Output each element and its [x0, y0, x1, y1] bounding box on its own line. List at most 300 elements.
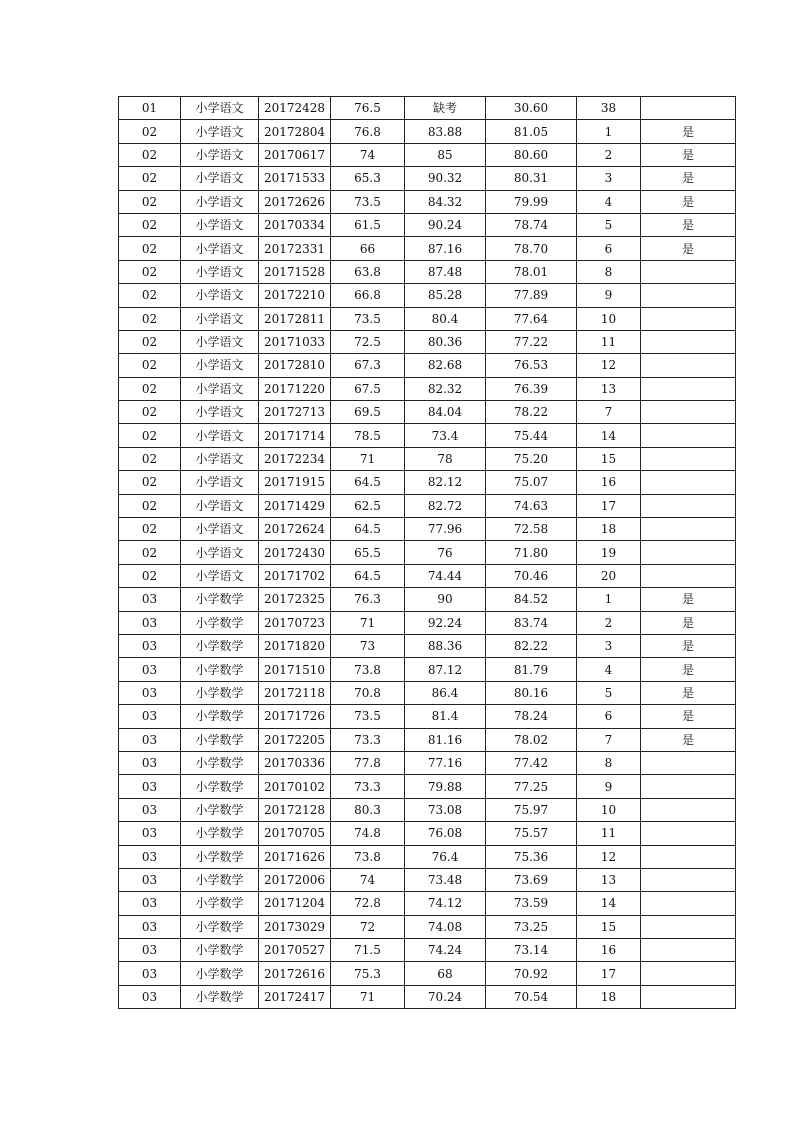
- shortlisted-cell: 是: [641, 237, 736, 260]
- subject-cell: 小学语文: [181, 284, 259, 307]
- written-score-cell: 76.3: [331, 588, 405, 611]
- subject-cell: 小学数学: [181, 611, 259, 634]
- rank-cell: 10: [577, 798, 641, 821]
- table-row: [119, 97, 736, 120]
- subject-cell: 小学语文: [181, 354, 259, 377]
- table-row: [119, 611, 736, 634]
- written-score-cell: 73.5: [331, 705, 405, 728]
- interview-score-cell: 87.48: [405, 260, 486, 283]
- rank-cell: 18: [577, 985, 641, 1008]
- shortlisted-cell: [641, 541, 736, 564]
- interview-score-cell: 77.96: [405, 518, 486, 541]
- exam-id-cell: 20172128: [259, 798, 331, 821]
- position-code-cell: 02: [119, 330, 181, 353]
- rank-cell: 1: [577, 588, 641, 611]
- position-code-cell: 02: [119, 471, 181, 494]
- exam-id-cell: 20172417: [259, 985, 331, 1008]
- total-score-cell: 80.31: [486, 167, 577, 190]
- shortlisted-cell: 是: [641, 190, 736, 213]
- table-row: [119, 167, 736, 190]
- subject-cell: 小学数学: [181, 868, 259, 891]
- table-row: [119, 120, 736, 143]
- subject-cell: 小学数学: [181, 634, 259, 657]
- position-code-cell: 03: [119, 868, 181, 891]
- total-score-cell: 77.22: [486, 330, 577, 353]
- exam-id-cell: 20172624: [259, 518, 331, 541]
- subject-cell: 小学数学: [181, 798, 259, 821]
- interview-score-cell: 78: [405, 447, 486, 470]
- written-score-cell: 73.8: [331, 845, 405, 868]
- subject-cell: 小学语文: [181, 97, 259, 120]
- position-code-cell: 03: [119, 634, 181, 657]
- total-score-cell: 73.14: [486, 939, 577, 962]
- written-score-cell: 75.3: [331, 962, 405, 985]
- table-row: [119, 845, 736, 868]
- total-score-cell: 75.07: [486, 471, 577, 494]
- written-score-cell: 66.8: [331, 284, 405, 307]
- interview-score-cell: 90: [405, 588, 486, 611]
- exam-id-cell: 20170336: [259, 751, 331, 774]
- rank-cell: 4: [577, 658, 641, 681]
- total-score-cell: 77.64: [486, 307, 577, 330]
- shortlisted-cell: [641, 518, 736, 541]
- rank-cell: 20: [577, 564, 641, 587]
- table-row: [119, 260, 736, 283]
- exam-id-cell: 20172430: [259, 541, 331, 564]
- total-score-cell: 81.05: [486, 120, 577, 143]
- written-score-cell: 64.5: [331, 564, 405, 587]
- table-row: [119, 798, 736, 821]
- exam-id-cell: 20170102: [259, 775, 331, 798]
- written-score-cell: 74: [331, 143, 405, 166]
- subject-cell: 小学语文: [181, 213, 259, 236]
- shortlisted-cell: [641, 892, 736, 915]
- shortlisted-cell: 是: [641, 728, 736, 751]
- interview-score-cell: 86.4: [405, 681, 486, 704]
- interview-score-cell: 81.16: [405, 728, 486, 751]
- total-score-cell: 78.70: [486, 237, 577, 260]
- shortlisted-cell: 是: [641, 143, 736, 166]
- total-score-cell: 74.63: [486, 494, 577, 517]
- shortlisted-cell: 是: [641, 681, 736, 704]
- interview-score-cell: 81.4: [405, 705, 486, 728]
- written-score-cell: 71: [331, 985, 405, 1008]
- total-score-cell: 77.89: [486, 284, 577, 307]
- written-score-cell: 73.3: [331, 728, 405, 751]
- shortlisted-cell: [641, 751, 736, 774]
- written-score-cell: 71: [331, 447, 405, 470]
- written-score-cell: 73.8: [331, 658, 405, 681]
- rank-cell: 15: [577, 447, 641, 470]
- rank-cell: 10: [577, 307, 641, 330]
- interview-score-cell: 74.44: [405, 564, 486, 587]
- interview-score-cell: 68: [405, 962, 486, 985]
- table-row: [119, 307, 736, 330]
- position-code-cell: 02: [119, 260, 181, 283]
- exam-id-cell: 20171033: [259, 330, 331, 353]
- position-code-cell: 02: [119, 284, 181, 307]
- exam-id-cell: 20172804: [259, 120, 331, 143]
- subject-cell: 小学数学: [181, 939, 259, 962]
- exam-id-cell: 20171528: [259, 260, 331, 283]
- table-row: [119, 237, 736, 260]
- rank-cell: 2: [577, 611, 641, 634]
- total-score-cell: 79.99: [486, 190, 577, 213]
- total-score-cell: 75.97: [486, 798, 577, 821]
- subject-cell: 小学数学: [181, 728, 259, 751]
- table-row: [119, 681, 736, 704]
- written-score-cell: 71: [331, 611, 405, 634]
- position-code-cell: 02: [119, 143, 181, 166]
- position-code-cell: 02: [119, 190, 181, 213]
- rank-cell: 5: [577, 681, 641, 704]
- total-score-cell: 75.57: [486, 822, 577, 845]
- subject-cell: 小学语文: [181, 190, 259, 213]
- exam-id-cell: 20172210: [259, 284, 331, 307]
- total-score-cell: 82.22: [486, 634, 577, 657]
- subject-cell: 小学数学: [181, 751, 259, 774]
- total-score-cell: 75.44: [486, 424, 577, 447]
- subject-cell: 小学语文: [181, 167, 259, 190]
- written-score-cell: 71.5: [331, 939, 405, 962]
- shortlisted-cell: [641, 798, 736, 821]
- subject-cell: 小学语文: [181, 260, 259, 283]
- shortlisted-cell: [641, 985, 736, 1008]
- total-score-cell: 70.54: [486, 985, 577, 1008]
- table-row: [119, 775, 736, 798]
- rank-cell: 15: [577, 915, 641, 938]
- total-score-cell: 81.79: [486, 658, 577, 681]
- table-row: [119, 892, 736, 915]
- position-code-cell: 03: [119, 915, 181, 938]
- written-score-cell: 73.3: [331, 775, 405, 798]
- interview-score-cell: 85: [405, 143, 486, 166]
- table-row: [119, 588, 736, 611]
- shortlisted-cell: [641, 822, 736, 845]
- table-row: [119, 751, 736, 774]
- exam-id-cell: 20172428: [259, 97, 331, 120]
- rank-cell: 16: [577, 471, 641, 494]
- total-score-cell: 73.25: [486, 915, 577, 938]
- rank-cell: 9: [577, 284, 641, 307]
- rank-cell: 12: [577, 845, 641, 868]
- interview-score-cell: 88.36: [405, 634, 486, 657]
- written-score-cell: 73: [331, 634, 405, 657]
- written-score-cell: 76.5: [331, 97, 405, 120]
- score-table: [118, 96, 736, 1009]
- exam-id-cell: 20170723: [259, 611, 331, 634]
- total-score-cell: 78.24: [486, 705, 577, 728]
- written-score-cell: 76.8: [331, 120, 405, 143]
- interview-score-cell: 缺考: [405, 97, 486, 120]
- rank-cell: 13: [577, 868, 641, 891]
- position-code-cell: 02: [119, 541, 181, 564]
- table-row: [119, 658, 736, 681]
- shortlisted-cell: [641, 307, 736, 330]
- subject-cell: 小学语文: [181, 377, 259, 400]
- position-code-cell: 03: [119, 845, 181, 868]
- interview-score-cell: 74.08: [405, 915, 486, 938]
- total-score-cell: 72.58: [486, 518, 577, 541]
- interview-score-cell: 76.08: [405, 822, 486, 845]
- subject-cell: 小学语文: [181, 518, 259, 541]
- interview-score-cell: 90.32: [405, 167, 486, 190]
- position-code-cell: 03: [119, 588, 181, 611]
- subject-cell: 小学语文: [181, 401, 259, 424]
- score-table-body: [119, 97, 736, 1009]
- table-row: [119, 822, 736, 845]
- rank-cell: 11: [577, 822, 641, 845]
- table-row: [119, 985, 736, 1008]
- table-row: [119, 728, 736, 751]
- table-row: [119, 471, 736, 494]
- interview-score-cell: 82.68: [405, 354, 486, 377]
- rank-cell: 12: [577, 354, 641, 377]
- table-row: [119, 915, 736, 938]
- table-row: [119, 190, 736, 213]
- shortlisted-cell: 是: [641, 658, 736, 681]
- shortlisted-cell: [641, 775, 736, 798]
- position-code-cell: 02: [119, 213, 181, 236]
- interview-score-cell: 90.24: [405, 213, 486, 236]
- position-code-cell: 02: [119, 401, 181, 424]
- shortlisted-cell: [641, 401, 736, 424]
- written-score-cell: 64.5: [331, 518, 405, 541]
- total-score-cell: 73.69: [486, 868, 577, 891]
- rank-cell: 8: [577, 751, 641, 774]
- subject-cell: 小学语文: [181, 424, 259, 447]
- exam-id-cell: 20171714: [259, 424, 331, 447]
- table-row: [119, 424, 736, 447]
- exam-id-cell: 20171220: [259, 377, 331, 400]
- shortlisted-cell: [641, 330, 736, 353]
- written-score-cell: 73.5: [331, 190, 405, 213]
- written-score-cell: 78.5: [331, 424, 405, 447]
- shortlisted-cell: 是: [641, 634, 736, 657]
- shortlisted-cell: 是: [641, 213, 736, 236]
- written-score-cell: 67.5: [331, 377, 405, 400]
- total-score-cell: 80.16: [486, 681, 577, 704]
- written-score-cell: 63.8: [331, 260, 405, 283]
- interview-score-cell: 76: [405, 541, 486, 564]
- total-score-cell: 30.60: [486, 97, 577, 120]
- rank-cell: 16: [577, 939, 641, 962]
- interview-score-cell: 92.24: [405, 611, 486, 634]
- rank-cell: 5: [577, 213, 641, 236]
- rank-cell: 14: [577, 424, 641, 447]
- shortlisted-cell: [641, 845, 736, 868]
- rank-cell: 4: [577, 190, 641, 213]
- shortlisted-cell: 是: [641, 167, 736, 190]
- shortlisted-cell: [641, 868, 736, 891]
- total-score-cell: 77.42: [486, 751, 577, 774]
- exam-id-cell: 20171626: [259, 845, 331, 868]
- subject-cell: 小学语文: [181, 447, 259, 470]
- exam-id-cell: 20171429: [259, 494, 331, 517]
- written-score-cell: 66: [331, 237, 405, 260]
- table-row: [119, 705, 736, 728]
- shortlisted-cell: [641, 377, 736, 400]
- position-code-cell: 02: [119, 377, 181, 400]
- table-row: [119, 564, 736, 587]
- position-code-cell: 03: [119, 705, 181, 728]
- position-code-cell: 03: [119, 751, 181, 774]
- interview-score-cell: 84.32: [405, 190, 486, 213]
- shortlisted-cell: [641, 939, 736, 962]
- rank-cell: 3: [577, 634, 641, 657]
- subject-cell: 小学语文: [181, 143, 259, 166]
- exam-id-cell: 20172006: [259, 868, 331, 891]
- shortlisted-cell: [641, 97, 736, 120]
- written-score-cell: 80.3: [331, 798, 405, 821]
- position-code-cell: 03: [119, 611, 181, 634]
- total-score-cell: 78.74: [486, 213, 577, 236]
- rank-cell: 2: [577, 143, 641, 166]
- table-row: [119, 354, 736, 377]
- subject-cell: 小学语文: [181, 541, 259, 564]
- subject-cell: 小学语文: [181, 330, 259, 353]
- shortlisted-cell: [641, 564, 736, 587]
- written-score-cell: 77.8: [331, 751, 405, 774]
- subject-cell: 小学语文: [181, 494, 259, 517]
- interview-score-cell: 80.36: [405, 330, 486, 353]
- rank-cell: 1: [577, 120, 641, 143]
- exam-id-cell: 20172616: [259, 962, 331, 985]
- written-score-cell: 64.5: [331, 471, 405, 494]
- written-score-cell: 73.5: [331, 307, 405, 330]
- position-code-cell: 03: [119, 681, 181, 704]
- table-row: [119, 447, 736, 470]
- interview-score-cell: 80.4: [405, 307, 486, 330]
- exam-id-cell: 20171820: [259, 634, 331, 657]
- total-score-cell: 76.53: [486, 354, 577, 377]
- subject-cell: 小学数学: [181, 962, 259, 985]
- written-score-cell: 74.8: [331, 822, 405, 845]
- position-code-cell: 03: [119, 728, 181, 751]
- shortlisted-cell: [641, 962, 736, 985]
- exam-id-cell: 20172325: [259, 588, 331, 611]
- interview-score-cell: 70.24: [405, 985, 486, 1008]
- total-score-cell: 78.01: [486, 260, 577, 283]
- rank-cell: 38: [577, 97, 641, 120]
- interview-score-cell: 82.72: [405, 494, 486, 517]
- total-score-cell: 75.20: [486, 447, 577, 470]
- shortlisted-cell: 是: [641, 611, 736, 634]
- exam-id-cell: 20171510: [259, 658, 331, 681]
- position-code-cell: 02: [119, 494, 181, 517]
- interview-score-cell: 87.12: [405, 658, 486, 681]
- written-score-cell: 65.3: [331, 167, 405, 190]
- position-code-cell: 02: [119, 447, 181, 470]
- rank-cell: 13: [577, 377, 641, 400]
- exam-id-cell: 20172713: [259, 401, 331, 424]
- total-score-cell: 76.39: [486, 377, 577, 400]
- written-score-cell: 69.5: [331, 401, 405, 424]
- position-code-cell: 02: [119, 354, 181, 377]
- subject-cell: 小学数学: [181, 588, 259, 611]
- shortlisted-cell: [641, 447, 736, 470]
- table-row: [119, 634, 736, 657]
- subject-cell: 小学数学: [181, 892, 259, 915]
- interview-score-cell: 87.16: [405, 237, 486, 260]
- position-code-cell: 03: [119, 658, 181, 681]
- exam-id-cell: 20171533: [259, 167, 331, 190]
- rank-cell: 18: [577, 518, 641, 541]
- subject-cell: 小学数学: [181, 822, 259, 845]
- rank-cell: 17: [577, 494, 641, 517]
- written-score-cell: 72.8: [331, 892, 405, 915]
- position-code-cell: 03: [119, 985, 181, 1008]
- position-code-cell: 03: [119, 892, 181, 915]
- exam-id-cell: 20171726: [259, 705, 331, 728]
- shortlisted-cell: [641, 424, 736, 447]
- subject-cell: 小学语文: [181, 307, 259, 330]
- exam-id-cell: 20171915: [259, 471, 331, 494]
- table-row: [119, 213, 736, 236]
- total-score-cell: 70.92: [486, 962, 577, 985]
- total-score-cell: 73.59: [486, 892, 577, 915]
- interview-score-cell: 76.4: [405, 845, 486, 868]
- subject-cell: 小学语文: [181, 237, 259, 260]
- subject-cell: 小学语文: [181, 120, 259, 143]
- exam-id-cell: 20173029: [259, 915, 331, 938]
- position-code-cell: 02: [119, 518, 181, 541]
- interview-score-cell: 79.88: [405, 775, 486, 798]
- table-row: [119, 494, 736, 517]
- exam-id-cell: 20172234: [259, 447, 331, 470]
- written-score-cell: 74: [331, 868, 405, 891]
- position-code-cell: 02: [119, 120, 181, 143]
- shortlisted-cell: [641, 494, 736, 517]
- rank-cell: 14: [577, 892, 641, 915]
- position-code-cell: 03: [119, 962, 181, 985]
- written-score-cell: 67.3: [331, 354, 405, 377]
- table-row: [119, 868, 736, 891]
- shortlisted-cell: [641, 260, 736, 283]
- exam-id-cell: 20172626: [259, 190, 331, 213]
- total-score-cell: 75.36: [486, 845, 577, 868]
- exam-id-cell: 20170617: [259, 143, 331, 166]
- exam-id-cell: 20170334: [259, 213, 331, 236]
- interview-score-cell: 85.28: [405, 284, 486, 307]
- interview-score-cell: 73.4: [405, 424, 486, 447]
- shortlisted-cell: 是: [641, 705, 736, 728]
- table-row: [119, 284, 736, 307]
- exam-id-cell: 20172118: [259, 681, 331, 704]
- subject-cell: 小学数学: [181, 985, 259, 1008]
- rank-cell: 7: [577, 401, 641, 424]
- total-score-cell: 77.25: [486, 775, 577, 798]
- subject-cell: 小学语文: [181, 564, 259, 587]
- interview-score-cell: 84.04: [405, 401, 486, 424]
- total-score-cell: 78.02: [486, 728, 577, 751]
- total-score-cell: 80.60: [486, 143, 577, 166]
- interview-score-cell: 77.16: [405, 751, 486, 774]
- subject-cell: 小学数学: [181, 658, 259, 681]
- exam-id-cell: 20172205: [259, 728, 331, 751]
- rank-cell: 6: [577, 237, 641, 260]
- total-score-cell: 70.46: [486, 564, 577, 587]
- written-score-cell: 72: [331, 915, 405, 938]
- interview-score-cell: 74.24: [405, 939, 486, 962]
- written-score-cell: 62.5: [331, 494, 405, 517]
- exam-id-cell: 20172331: [259, 237, 331, 260]
- subject-cell: 小学数学: [181, 705, 259, 728]
- table-row: [119, 330, 736, 353]
- shortlisted-cell: 是: [641, 588, 736, 611]
- table-row: [119, 143, 736, 166]
- position-code-cell: 01: [119, 97, 181, 120]
